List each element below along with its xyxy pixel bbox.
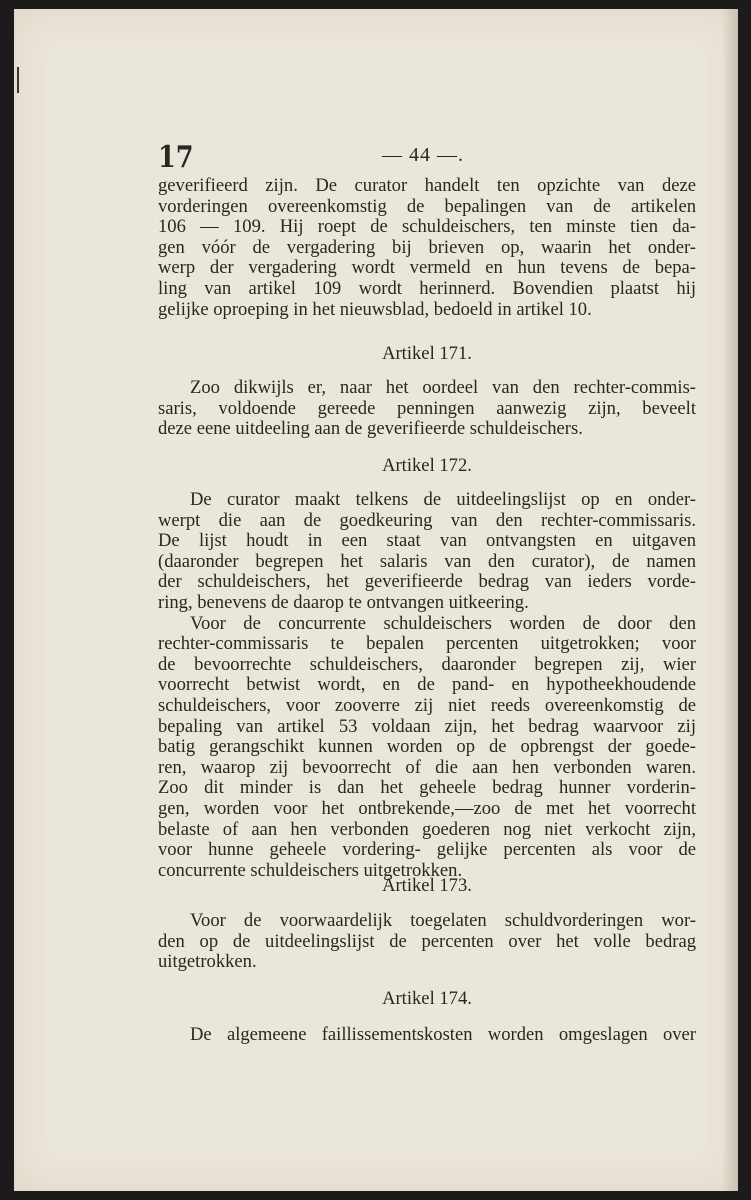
text-line: vorderingen overeenkomstig de bepalingen van de artikelen	[158, 195, 696, 217]
article-173-body	[158, 911, 696, 973]
text-line: voorrecht betwist wordt, en de pand- en hypotheekhoudende	[158, 674, 696, 696]
text-line: der schuldeischers, het geverifieerde bedrag van ieders vorde-	[158, 571, 696, 593]
article-174-body	[158, 1025, 696, 1046]
article-171-heading: Artikel 171.	[382, 343, 472, 364]
article-172-body	[158, 490, 696, 881]
text-line: schuldeischers, voor zooverre zij niet reeds overeenkomstig de	[158, 694, 696, 716]
text-line: Voor de concurrente schuldeischers worden de door den	[190, 612, 696, 634]
text-line: gen vóór de vergadering bij brieven op, waarin het onder-	[158, 236, 696, 258]
text-line: gen, worden voor het ontbrekende,—zoo de met het voorrecht	[158, 797, 696, 819]
text-line: werp der vergadering wordt vermeld en hun tevens de bepa-	[158, 257, 696, 279]
text-line: uitgetrokken.	[158, 951, 257, 973]
sheet-number: 17	[158, 140, 194, 175]
text-line: deze eene uitdeeling aan de geverifieerde schuldeischers.	[158, 418, 583, 440]
text-line: Zoo dikwijls er, naar het oordeel van den rechter-commis-	[190, 377, 696, 398]
page-edge-shadow	[722, 9, 738, 1191]
text-line: (daaronder begrepen het salaris van den curator), de namen	[158, 550, 696, 572]
article-171-body	[158, 378, 696, 440]
text-line: geverifieerd zijn. De curator handelt ten opzichte van deze	[158, 175, 696, 196]
text-line: voor hunne geheele vordering- gelijke percenten als voor de	[158, 839, 696, 861]
text-line: Voor de voorwaardelijk toegelaten schuldvorderingen wor-	[190, 910, 696, 931]
text-line: concurrente schuldeischers uitgetrokken.	[158, 859, 463, 881]
text-line: bepaling van artikel 53 voldaan zijn, het bedrag waarvoor zij	[158, 715, 696, 737]
text-line: ren, waarop zij bevoorrecht of die aan hen verbonden waren.	[158, 756, 696, 778]
text-line: den op de uitdeelingslijst de percenten over het volle bedrag	[158, 930, 696, 952]
text-line: de bevoorrechte schuldeischers, daaronder begrepen zij, wier	[158, 653, 696, 675]
page-number: — 44 —.	[382, 144, 464, 166]
paragraph-continuation	[158, 176, 696, 320]
text-line: belaste of aan hen verbonden goederen nog niet verkocht zijn,	[158, 818, 696, 840]
text-line: De algemeene faillissementskosten worden omgeslagen over	[190, 1024, 696, 1045]
text-line: De curator maakt telkens de uitdeelingslijst op en onder-	[190, 489, 696, 510]
text-line: De lijst houdt in een staat van ontvangsten en uitgaven	[158, 530, 696, 552]
article-174-heading: Artikel 174.	[382, 988, 472, 1009]
text-line: saris, voldoende gereede penningen aanwezig zijn, beveelt	[158, 397, 696, 419]
text-line: ring, benevens de daarop te ontvangen uitkeering.	[158, 591, 529, 613]
text-line: 106 — 109. Hij roept de schuldeischers, ten minste tien da-	[158, 216, 696, 238]
text-line: rechter-commissaris te bepalen percenten uitgetrokken; voor	[158, 633, 696, 655]
text-line: werpt die aan de goedkeuring van den rechter-commissaris.	[158, 509, 696, 531]
binding-mark	[17, 67, 19, 93]
article-172-heading: Artikel 172.	[382, 455, 472, 476]
text-line: Zoo dit minder is dan het geheele bedrag hunner vorderin-	[158, 777, 696, 799]
article-173-heading: Artikel 173.	[382, 875, 472, 896]
text-line: gelijke oproeping in het nieuwsblad, bedoeld in artikel 10.	[158, 298, 592, 320]
text-line: ling van artikel 109 wordt herinnerd. Bovendien plaatst hij	[158, 277, 696, 299]
text-line: batig gerangschikt kunnen worden op de opbrengst der goede-	[158, 736, 696, 758]
